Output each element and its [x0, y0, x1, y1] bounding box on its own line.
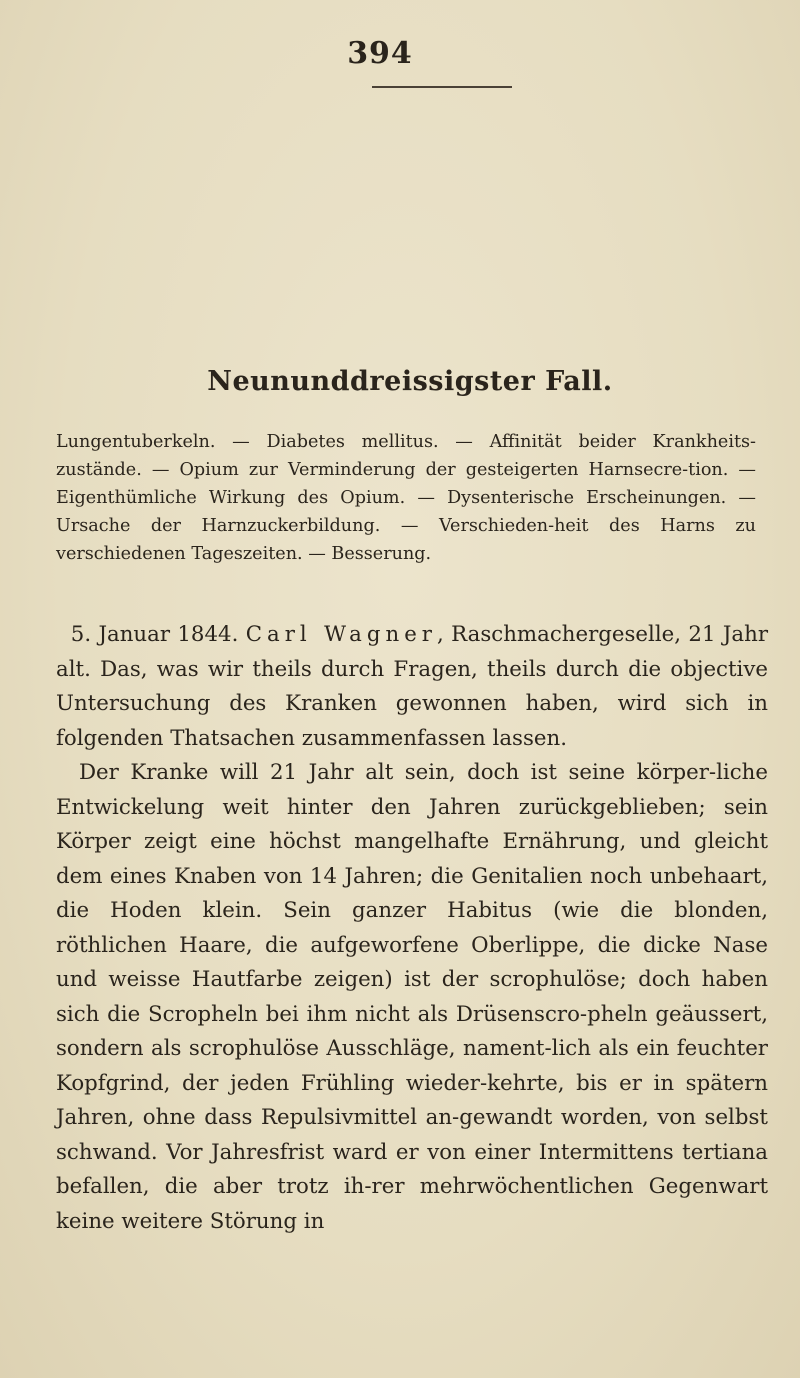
paragraph-1	[56, 618, 768, 756]
paragraph-1-text: , Raschmachergeselle, 21 Jahr alt. Das, was wir theils durch Fragen, theils durch die objective Untersuchung des Kranken gewonnen haben, wird sich in folgenden Thatsachen zusammenfassen lassen.	[56, 622, 768, 751]
case-title: Neununddreissigster Fall.	[207, 366, 613, 397]
case-body	[56, 618, 768, 1239]
patient-name: Carl Wagner	[245, 622, 437, 647]
paragraph-2-text: Der Kranke will 21 Jahr alt sein, doch ist seine körper-liche Entwickelung weit hinter den Jahren zurückgeblieben; sein Körper zeigt eine höchst mangelhafte Ernährung, und gleicht dem eines Knaben von 14 Jahren; die Genitalien noch unbehaart, die Hoden klein. Sein ganzer Habitus (wie die blonden, röthlichen Haare, die aufgeworfene Oberlippe, die dicke Nase und weisse Hautfarbe zeigen) ist der scrophulöse; doch haben sich die Scropheln bei ihm nicht als Drüsenscro-pheln geäussert, sondern als scrophulöse Ausschläge, nament-lich als ein feuchter Kopfgrind, der jeden Frühling wieder-kehrte, bis er in spätern Jahren, ohne dass Repulsivmittel an-gewandt worden, von selbst schwand. Vor Jahresfrist ward er von einer Intermittens tertiana befallen, die aber trotz ih-rer mehrwöchentlichen Gegenwart keine weitere Störung in	[56, 760, 768, 1234]
header-rule	[372, 86, 512, 88]
case-date: 5. Januar 1844.	[70, 622, 239, 647]
paragraph-2	[56, 756, 768, 1239]
case-summary: Lungentuberkeln. — Diabetes mellitus. — Affinität beider Krankheits-zustände. — Opium zur Verminderung der gesteigerten Harnsecre-tion. — Eigenthümliche Wirkung des Opium. — Dysenterische Erscheinungen. — Ursache der Harnzuckerbildung. — Verschieden-heit des Harns zu verschiedenen Tageszeiten. — Besserung.	[56, 432, 756, 564]
page-number: 394	[347, 36, 413, 71]
